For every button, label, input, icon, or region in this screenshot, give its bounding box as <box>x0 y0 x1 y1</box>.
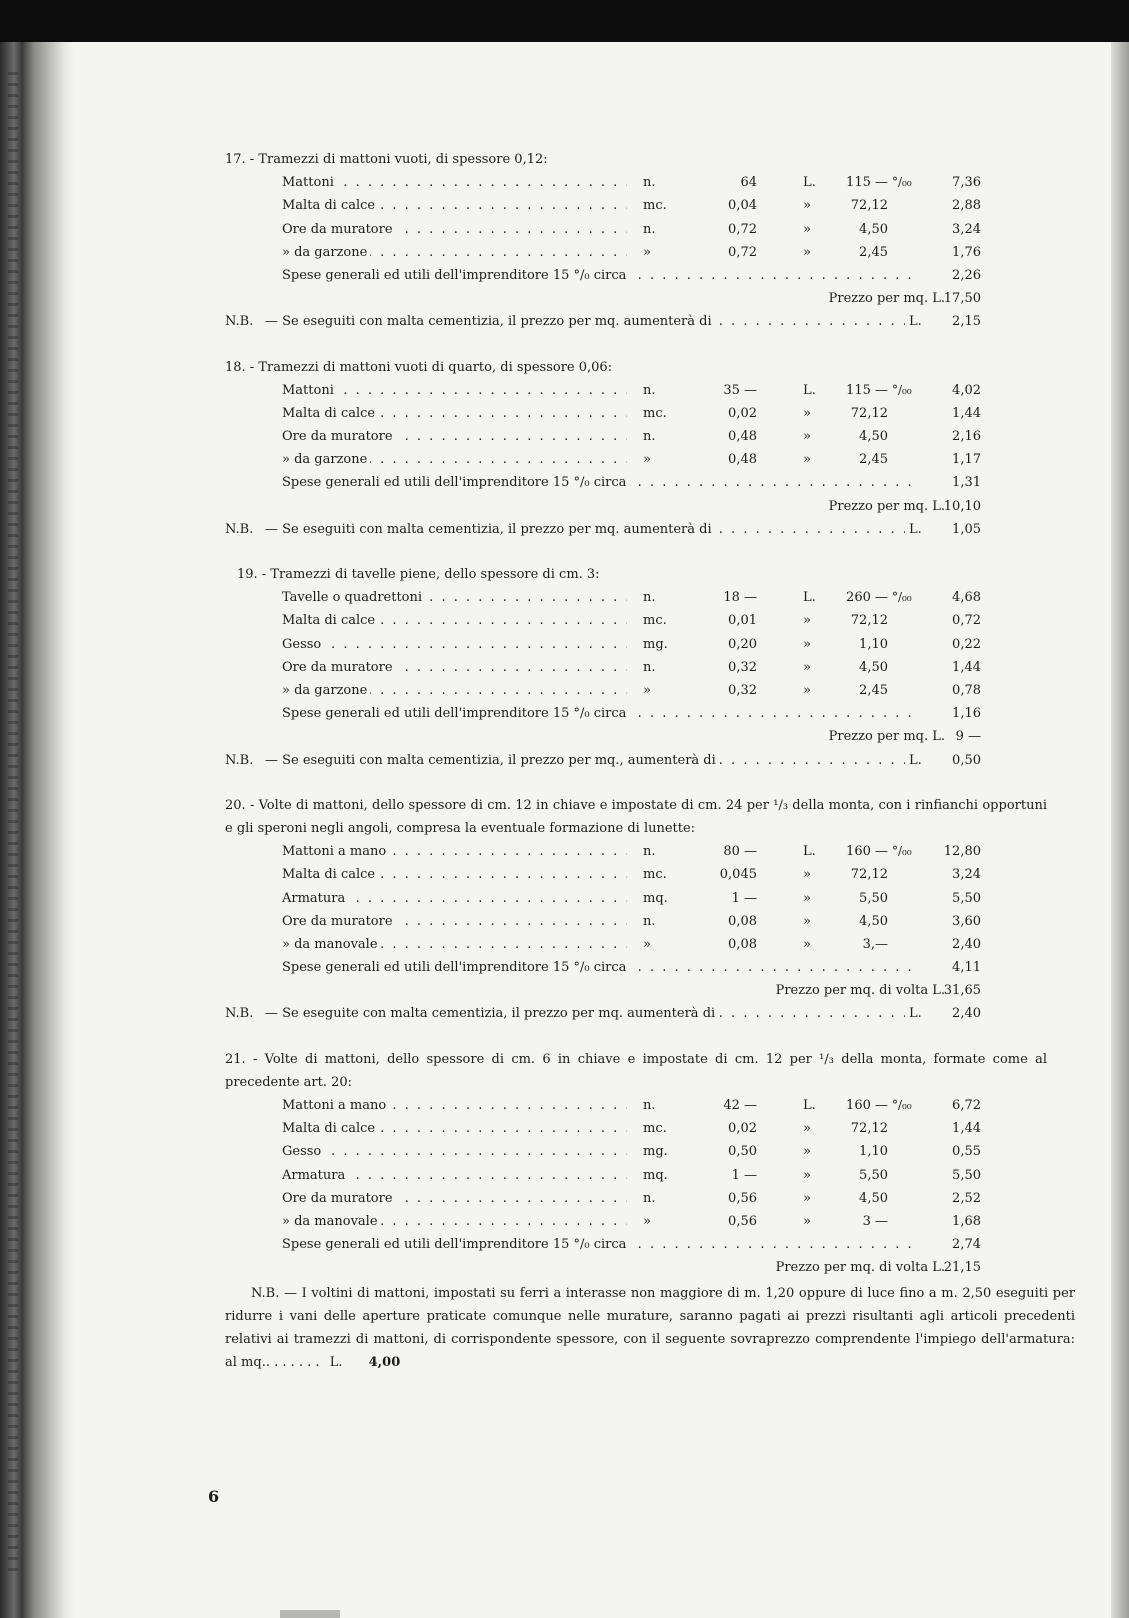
cost-row-unit: mc. <box>643 1121 667 1137</box>
cost-row-description <box>282 425 627 448</box>
cost-row-label: Armatura <box>282 1168 348 1183</box>
page-number: 6 <box>208 1487 220 1506</box>
cost-row-total: 4,68 <box>952 590 981 606</box>
cost-row-total: 0,55 <box>952 1144 981 1160</box>
cost-row <box>225 586 1065 609</box>
price-per-mq-total: 10,10 <box>943 498 981 514</box>
price-per-mq-row <box>225 1256 1065 1279</box>
cost-row-total: 3,60 <box>952 913 981 929</box>
cost-row <box>225 264 1065 287</box>
cost-row-unit: n. <box>643 659 656 675</box>
cost-row <box>225 956 1065 979</box>
cost-row-unit: mq. <box>643 890 668 906</box>
cost-row <box>225 218 1065 241</box>
cost-row-total: 2,74 <box>952 1237 981 1253</box>
article-title: 19. - Tramezzi di tavelle piene, dello spessore di cm. 3: <box>237 567 600 583</box>
cost-row-label: Ore da muratore <box>282 222 396 237</box>
cost-row-total: 2,16 <box>952 429 981 445</box>
cost-row-unit-price: 2,45 <box>859 452 888 468</box>
cost-row-description <box>282 887 627 910</box>
cost-row-unit: mg. <box>643 1144 668 1160</box>
cost-row-description <box>282 471 917 494</box>
nb-label: N.B. <box>225 521 254 537</box>
nb-note <box>225 310 1065 333</box>
cost-row-label: Spese generali ed utili dell'imprenditore 15 °/₀ circa <box>282 1237 629 1252</box>
cost-row-quantity: 0,02 <box>728 1121 757 1137</box>
cost-row <box>225 679 1065 702</box>
article-section-18 <box>225 356 1065 542</box>
nb-label: N.B. <box>225 752 254 768</box>
cost-row-quantity: 0,01 <box>728 613 757 629</box>
cost-row-currency: » <box>803 890 811 906</box>
cost-row-description <box>282 171 627 194</box>
cost-row-unit: » <box>643 682 651 698</box>
cost-row-total: 4,11 <box>952 960 981 976</box>
cost-row-label: Mattoni a mano <box>282 844 389 859</box>
cost-row-currency: » <box>803 1121 811 1137</box>
cost-row-description <box>282 218 627 241</box>
cost-row <box>225 887 1065 910</box>
cost-row-description <box>282 863 627 886</box>
cost-row-total: 2,40 <box>952 936 981 952</box>
cost-row-description <box>282 402 627 425</box>
cost-row-unit: n. <box>643 844 656 860</box>
cost-row-unit-price: 160 — <box>846 1098 888 1114</box>
cost-row-currency: » <box>803 659 811 675</box>
cost-row-unit: » <box>643 244 651 260</box>
cost-row-unit: n. <box>643 382 656 398</box>
nb-value: 2,15 <box>952 314 981 330</box>
cost-row-per-mille: °/₀₀ <box>892 1098 912 1113</box>
article-section-17 <box>225 148 1065 334</box>
cost-row-label: » da garzone <box>282 683 370 698</box>
cost-row-total: 1,16 <box>952 706 981 722</box>
cost-row-unit-price: 2,45 <box>859 682 888 698</box>
cost-row-unit-price: 260 — <box>846 590 888 606</box>
cost-row-label: Malta di calce <box>282 867 378 882</box>
scan-smudge <box>280 1610 340 1618</box>
cost-row-label: Ore da muratore <box>282 1191 396 1206</box>
price-per-mq-label: Prezzo per mq. di volta L. <box>775 983 945 999</box>
cost-row-total: 1,44 <box>952 659 981 675</box>
nb-value: 1,05 <box>952 521 981 537</box>
cost-row-unit-price: 5,50 <box>859 890 888 906</box>
cost-row-unit-price: 4,50 <box>859 429 888 445</box>
cost-row-label: Mattoni <box>282 383 337 398</box>
cost-row-total: 5,50 <box>952 1167 981 1183</box>
cost-row-total: 1,68 <box>952 1213 981 1229</box>
cost-row-label: Ore da muratore <box>282 914 396 929</box>
cost-row-unit-price: 72,12 <box>850 867 888 883</box>
article-title: 18. - Tramezzi di mattoni vuoti di quarto, di spessore 0,06: <box>225 359 613 375</box>
cost-row <box>225 1210 1065 1233</box>
cost-row-quantity: 0,04 <box>728 198 757 214</box>
cost-row-total: 4,02 <box>952 382 981 398</box>
cost-row <box>225 1187 1065 1210</box>
cost-row-unit: n. <box>643 1190 656 1206</box>
nb-value: 2,40 <box>952 1006 981 1022</box>
cost-row-description <box>282 194 627 217</box>
cost-row-unit-price: 5,50 <box>859 1167 888 1183</box>
cost-row-description <box>282 379 627 402</box>
cost-row-unit: mg. <box>643 636 668 652</box>
cost-row-unit-price: 4,50 <box>859 913 888 929</box>
cost-row-label: » da garzone <box>282 245 370 260</box>
cost-row-unit-price: 4,50 <box>859 221 888 237</box>
cost-row-unit-price: 115 — <box>846 175 888 191</box>
cost-row <box>225 910 1065 933</box>
cost-row-label: Spese generali ed utili dell'imprenditore 15 °/₀ circa <box>282 960 629 975</box>
cost-row-unit-price: 1,10 <box>859 636 888 652</box>
cost-row-total: 1,31 <box>952 475 981 491</box>
cost-row-unit: mc. <box>643 198 667 214</box>
cost-row-total: 3,24 <box>952 221 981 237</box>
cost-row <box>225 656 1065 679</box>
cost-row-unit: n. <box>643 1098 656 1114</box>
section-gap <box>225 541 1065 563</box>
section-gap <box>225 1026 1065 1048</box>
nb-currency: L. <box>909 521 922 537</box>
cost-row-currency: » <box>803 1144 811 1160</box>
cost-row-total: 1,44 <box>952 405 981 421</box>
cost-row-currency: » <box>803 1167 811 1183</box>
cost-row <box>225 425 1065 448</box>
cost-row-quantity: 0,56 <box>728 1213 757 1229</box>
cost-row-unit: n. <box>643 590 656 606</box>
cost-row-currency: » <box>803 867 811 883</box>
cost-row-total: 2,26 <box>952 267 981 283</box>
nb-text-label: — Se eseguiti con malta cementizia, il prezzo per mq. aumenterà di <box>265 522 715 537</box>
cost-row-currency: » <box>803 913 811 929</box>
cost-row-unit-price: 1,10 <box>859 1144 888 1160</box>
cost-row-description <box>282 448 627 471</box>
nb-currency: L. <box>909 1006 922 1022</box>
cost-row-quantity: 0,56 <box>728 1190 757 1206</box>
cost-row-total: 5,50 <box>952 890 981 906</box>
cost-row-label: Malta di calce <box>282 198 378 213</box>
cost-row-label: Malta di calce <box>282 613 378 628</box>
cost-row-label: Ore da muratore <box>282 429 396 444</box>
article-title: 17. - Tramezzi di mattoni vuoti, di spessore 0,12: <box>225 152 548 167</box>
cost-row-total: 0,78 <box>952 682 981 698</box>
cost-row-total: 2,52 <box>952 1190 981 1206</box>
nb-text-label: — Se eseguite con malta cementizia, il prezzo per mq. aumenterà di <box>265 1006 718 1021</box>
cost-row-unit: n. <box>643 175 656 191</box>
cost-row <box>225 1094 1065 1117</box>
cost-row-description <box>282 702 917 725</box>
cost-row <box>225 1233 1065 1256</box>
cost-row-total: 1,44 <box>952 1121 981 1137</box>
cost-row-label: Malta di calce <box>282 406 378 421</box>
cost-row-description <box>282 1140 627 1163</box>
cost-row <box>225 194 1065 217</box>
cost-row-label: Spese generali ed utili dell'imprenditore 15 °/₀ circa <box>282 706 629 721</box>
cost-row-unit-price: 3,— <box>862 936 888 952</box>
nb-value: 0,50 <box>952 752 981 768</box>
cost-row-total: 7,36 <box>952 175 981 191</box>
cost-row-description <box>282 910 627 933</box>
cost-row-unit: » <box>643 936 651 952</box>
cost-row-total: 0,72 <box>952 613 981 629</box>
cost-row-unit: mc. <box>643 405 667 421</box>
nb-note <box>225 749 1065 772</box>
nb-note <box>225 1002 1065 1025</box>
cost-row-quantity: 64 <box>740 175 757 191</box>
cost-row-total: 12,80 <box>943 844 981 860</box>
cost-row-label: Ore da muratore <box>282 660 396 675</box>
cost-row-currency: » <box>803 936 811 952</box>
price-per-mq-label: Prezzo per mq. L. <box>828 498 945 514</box>
cost-row <box>225 1140 1065 1163</box>
cost-row <box>225 863 1065 886</box>
cost-row-quantity: 0,32 <box>728 682 757 698</box>
section-gap <box>225 334 1065 356</box>
cost-row-description <box>282 840 627 863</box>
cost-row-total: 3,24 <box>952 867 981 883</box>
cost-row <box>225 1117 1065 1140</box>
cost-row-quantity: 0,50 <box>728 1144 757 1160</box>
nb-text-label: — Se eseguiti con malta cementizia, il prezzo per mq. aumenterà di <box>265 314 715 329</box>
final-nb-text: — I voltini di mattoni, impostati su ferri a interasse non maggiore di m. 1,20 oppure di luce fino a m. 2,50 eseguiti per ridurre i vani delle aperture praticate comunque nelle murature, saranno pagati ai prezzi risultanti agli articoli precedenti relativi ai tramezzi di mattoni, di corrispondente spessore, con il seguente sovraprezzo comprendente l'impiego dell'armatura: al mq.. <box>225 1285 1075 1371</box>
cost-row-quantity: 1 — <box>731 1167 757 1183</box>
cost-row-currency: » <box>803 1190 811 1206</box>
price-per-mq-row <box>225 979 1065 1002</box>
cost-row-unit: » <box>643 1213 651 1229</box>
cost-row-label: Gesso <box>282 1144 324 1159</box>
cost-row-currency: » <box>803 429 811 445</box>
cost-row-currency: » <box>803 1213 811 1229</box>
cost-row-currency: » <box>803 682 811 698</box>
cost-row-quantity: 18 — <box>723 590 757 606</box>
cost-row-description <box>282 1187 627 1210</box>
cost-row-quantity: 0,32 <box>728 659 757 675</box>
nb-text <box>265 749 905 772</box>
cost-row-unit: mq. <box>643 1167 668 1183</box>
book-binding-edge <box>0 42 74 1618</box>
cost-row <box>225 171 1065 194</box>
cost-row-currency: L. <box>803 1098 816 1114</box>
nb-label: N.B. <box>225 1006 254 1022</box>
cost-row-description <box>282 1210 627 1233</box>
cost-row-per-mille: °/₀₀ <box>892 844 912 859</box>
cost-row-total: 6,72 <box>952 1098 981 1114</box>
section-gap <box>225 772 1065 794</box>
cost-row-unit-price: 72,12 <box>850 1121 888 1137</box>
cost-row-unit: » <box>643 452 651 468</box>
cost-row-total: 0,22 <box>952 636 981 652</box>
final-nb-value: 4,00 <box>368 1355 401 1371</box>
cost-row-currency: » <box>803 198 811 214</box>
nb-currency: L. <box>909 752 922 768</box>
cost-row-currency: » <box>803 636 811 652</box>
cost-row-quantity: 0,72 <box>728 244 757 260</box>
cost-row-description <box>282 586 627 609</box>
nb-text <box>265 1002 905 1025</box>
cost-row-unit: mc. <box>643 613 667 629</box>
article-title: 21. - Volte di mattoni, dello spessore di cm. 6 in chiave e impostate di cm. 12 per ¹/₃ della monta, formate come al precedente art. 20: <box>225 1051 1047 1090</box>
cost-row <box>225 471 1065 494</box>
cost-row-unit-price: 4,50 <box>859 1190 888 1206</box>
cost-row-unit-price: 72,12 <box>850 198 888 214</box>
cost-row-label: Tavelle o quadrettoni <box>282 590 425 605</box>
cost-row-quantity: 0,72 <box>728 221 757 237</box>
cost-row-description <box>282 609 627 632</box>
nb-note <box>225 518 1065 541</box>
final-nb-label: N.B. <box>251 1285 280 1301</box>
cost-row-description <box>282 241 627 264</box>
cost-row-unit-price: 4,50 <box>859 659 888 675</box>
price-per-mq-total: 17,50 <box>943 291 981 307</box>
cost-row-quantity: 1 — <box>731 890 757 906</box>
cost-row-description <box>282 1117 627 1140</box>
cost-row <box>225 840 1065 863</box>
cost-row-currency: L. <box>803 382 816 398</box>
price-per-mq-label: Prezzo per mq. di volta L. <box>775 1260 945 1276</box>
cost-row-label: » da manovale <box>282 1214 381 1229</box>
cost-row-currency: » <box>803 452 811 468</box>
cost-row-label: Armatura <box>282 891 348 906</box>
cost-row-quantity: 35 — <box>723 382 757 398</box>
cost-row-quantity: 0,08 <box>728 936 757 952</box>
cost-row <box>225 379 1065 402</box>
cost-row-label: » da garzone <box>282 452 370 467</box>
cost-row-unit-price: 2,45 <box>859 244 888 260</box>
cost-row-label: Spese generali ed utili dell'imprenditore 15 °/₀ circa <box>282 268 629 283</box>
cost-row-label: Spese generali ed utili dell'imprenditore 15 °/₀ circa <box>282 475 629 490</box>
cost-row-label: Mattoni a mano <box>282 1098 389 1113</box>
cost-row-unit: n. <box>643 429 656 445</box>
cost-row-quantity: 0,08 <box>728 913 757 929</box>
cost-row-unit: n. <box>643 221 656 237</box>
cost-row-quantity: 42 — <box>723 1098 757 1114</box>
nb-text <box>265 518 905 541</box>
price-per-mq-label: Prezzo per mq. L. <box>828 729 945 745</box>
cost-row <box>225 402 1065 425</box>
cost-row-description <box>282 933 627 956</box>
cost-row <box>225 1164 1065 1187</box>
cost-row-quantity: 0,045 <box>719 867 757 883</box>
article-section-21 <box>225 1048 1065 1280</box>
cost-row-per-mille: °/₀₀ <box>892 382 912 397</box>
cost-row-total: 1,76 <box>952 244 981 260</box>
scan-top-band <box>0 0 1129 42</box>
cost-row-unit-price: 72,12 <box>850 613 888 629</box>
nb-text <box>265 310 905 333</box>
cost-row-unit-price: 3 — <box>862 1213 888 1229</box>
price-per-mq-row <box>225 495 1065 518</box>
nb-text-label: — Se eseguiti con malta cementizia, il prezzo per mq., aumenterà di <box>265 753 719 768</box>
cost-row-description <box>282 1094 627 1117</box>
cost-row-unit-price: 72,12 <box>850 405 888 421</box>
cost-row-currency: » <box>803 405 811 421</box>
cost-row-label: Gesso <box>282 637 324 652</box>
cost-row-quantity: 0,48 <box>728 452 757 468</box>
final-nb-currency: L. <box>329 1355 343 1371</box>
cost-row-unit: n. <box>643 913 656 929</box>
cost-row-total: 2,88 <box>952 198 981 214</box>
article-title: 20. - Volte di mattoni, dello spessore di cm. 12 in chiave e impostate di cm. 24 per ¹/₃ della monta, con i rinfianchi opportuni e gli speroni negli angoli, compresa la eventuale formazione di lunette: <box>225 797 1047 836</box>
cost-row-currency: L. <box>803 175 816 191</box>
cost-row-per-mille: °/₀₀ <box>892 175 912 190</box>
price-per-mq-total: 9 — <box>955 729 981 745</box>
price-per-mq-total: 21,15 <box>943 1260 981 1276</box>
cost-row-unit-price: 115 — <box>846 382 888 398</box>
cost-row <box>225 609 1065 632</box>
cost-row-description <box>282 1233 917 1256</box>
price-per-mq-row <box>225 725 1065 748</box>
cost-row-description <box>282 656 627 679</box>
scan-right-edge <box>1111 42 1129 1618</box>
cost-row <box>225 241 1065 264</box>
article-section-20 <box>225 794 1065 1026</box>
cost-row-currency: » <box>803 244 811 260</box>
cost-row-quantity: 0,20 <box>728 636 757 652</box>
cost-row-description <box>282 264 917 287</box>
price-per-mq-total: 31,65 <box>943 983 981 999</box>
cost-row-total: 1,17 <box>952 452 981 468</box>
nb-currency: L. <box>909 314 922 330</box>
price-per-mq-label: Prezzo per mq. L. <box>828 291 945 307</box>
cost-row <box>225 448 1065 471</box>
cost-row-currency: L. <box>803 590 816 606</box>
cost-row-per-mille: °/₀₀ <box>892 590 912 605</box>
cost-row-currency: L. <box>803 844 816 860</box>
cost-row-description <box>282 1164 627 1187</box>
cost-row-currency: » <box>803 221 811 237</box>
cost-row-description <box>282 679 627 702</box>
cost-row-description <box>282 956 917 979</box>
cost-row-unit-price: 160 — <box>846 844 888 860</box>
cost-row-label: Mattoni <box>282 175 337 190</box>
cost-row-description <box>282 633 627 656</box>
cost-row <box>225 633 1065 656</box>
article-section-19 <box>225 563 1065 772</box>
cost-row-label: Malta di calce <box>282 1121 378 1136</box>
cost-row-quantity: 0,48 <box>728 429 757 445</box>
nb-label: N.B. <box>225 314 254 330</box>
cost-row-quantity: 0,02 <box>728 405 757 421</box>
cost-row-quantity: 80 — <box>723 844 757 860</box>
cost-row-currency: » <box>803 613 811 629</box>
cost-row <box>225 702 1065 725</box>
cost-row <box>225 933 1065 956</box>
price-per-mq-row <box>225 287 1065 310</box>
cost-row-unit: mc. <box>643 867 667 883</box>
final-nb-note: N.B. — I voltini di mattoni, impostati su ferri a interasse non maggiore di m. 1,20 oppure di luce fino a m. 2,50 eseguiti per ridurre i vani delle aperture praticate comunque nelle murature, saranno pagati ai prezzi risultanti agli articoli precedenti relativi ai tramezzi di mattoni, di corrispondente spessore, con il seguente sovraprezzo comprendente l'impiego dell'armatura: al mq.. . . . . . . L. 4,00 <box>225 1285 1075 1371</box>
document-page <box>225 148 1075 1374</box>
cost-row-label: » da manovale <box>282 937 381 952</box>
